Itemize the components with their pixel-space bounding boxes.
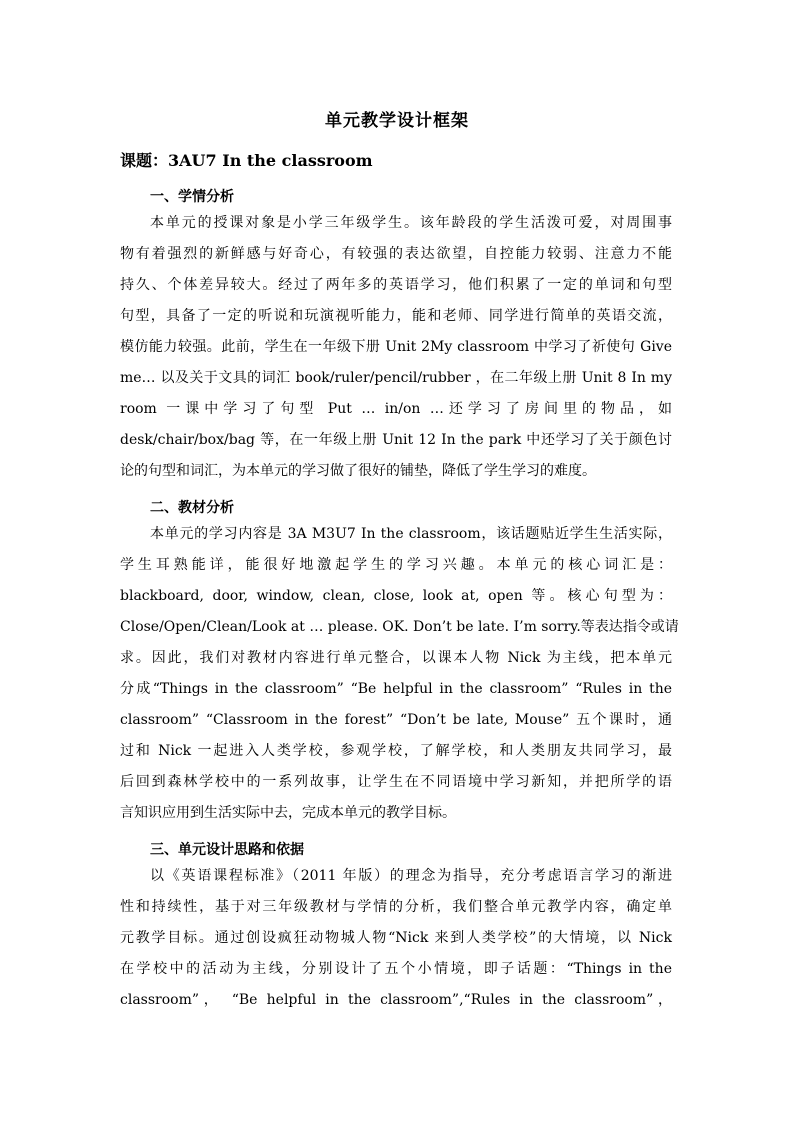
paragraph-line: 论的句型和词汇，为本单元的学习做了很好的铺垫，降低了学生学习的难度。 (120, 463, 596, 479)
paragraph-line: 分成“Things in the classroom” “Be helpful in the classroom” “Rules in the (120, 681, 672, 697)
paragraph-line: 过和 Nick 一起进入人类学校，参观学校，了解学校，和人类朋友共同学习，最 (120, 743, 672, 759)
paragraph-line: 以《英语课程标准》（2011 年版）的理念为指导，充分考虑语言学习的渐进 (150, 868, 672, 884)
paragraph-line: room 一课中学习了句型 Put … in/on …还学习了房间里的物品，如 (120, 401, 672, 417)
paragraph-line: 本单元的学习内容是 3A M3U7 In the classroom，该话题贴近学生生活实际， (150, 526, 672, 542)
paragraph-line: classroom”， “Be helpful in the classroom”,“Rules in the classroom”， (120, 992, 672, 1008)
paragraph-line: 求。因此，我们对教材内容进行单元整合，以课本人物 Nick 为主线，把本单元 (120, 650, 672, 666)
paragraph-line: desk/chair/box/bag 等，在一年级上册 Unit 12 In the park 中还学习了关于颜色讨 (120, 432, 672, 448)
paragraph-line: 性和持续性，基于对三年级教材与学情的分析，我们整合单元教学内容，确定单 (120, 899, 672, 915)
paragraph-line: 学生耳熟能详，能很好地激起学生的学习兴趣。本单元的核心词汇是： (120, 557, 672, 573)
paragraph-line: 后回到森林学校中的一系列故事，让学生在不同语境中学习新知，并把所学的语 (120, 774, 672, 790)
section-heading-design-rationale: 三、单元设计思路和依据 (150, 842, 304, 858)
paragraph-line: Close/Open/Clean/Look at … please. OK. Don’t be late. I’m sorry.等表达指令或请 (120, 619, 679, 635)
lesson-title: 课题：3AU7 In the classroom (120, 151, 373, 170)
paragraph-line: 言知识应用到生活实际中去，完成本单元的教学目标。 (120, 805, 456, 821)
paragraph-line: me… 以及关于文具的词汇 book/ruler/pencil/rubber ，在二年级上册 Unit 8 In my (120, 370, 672, 386)
document-title: 单元教学设计框架 (325, 111, 469, 131)
paragraph-line: blackboard, door, window, clean, close, look at, open 等。核心句型为： (120, 588, 672, 604)
paragraph-line: 本单元的授课对象是小学三年级学生。该年龄段的学生活泼可爱，对周围事 (150, 215, 672, 231)
paragraph-line: classroom” “Classroom in the forest” “Don’t be late, Mouse” 五个课时，通 (120, 712, 672, 728)
paragraph-line: 物有着强烈的新鲜感与好奇心，有较强的表达欲望，自控能力较弱、注意力不能 (120, 246, 672, 262)
paragraph-line: 模仿能力较强。此前，学生在一年级下册 Unit 2My classroom 中学习了祈使句 Give (120, 339, 672, 355)
section-heading-textbook-analysis: 二、教材分析 (150, 500, 234, 516)
paragraph-line: 在学校中的活动为主线，分别设计了五个小情境，即子话题：“Things in the (120, 961, 672, 977)
section-heading-learner-analysis: 一、学情分析 (150, 189, 234, 205)
paragraph-line: 句型，具备了一定的听说和玩演视听能力，能和老师、同学进行简单的英语交流， (120, 308, 672, 324)
paragraph-line: 持久、个体差异较大。经过了两年多的英语学习，他们积累了一定的单词和句型 (120, 277, 672, 293)
paragraph-line: 元教学目标。通过创设疯狂动物城人物“Nick 来到人类学校”的大情境，以 Nick (120, 930, 672, 946)
